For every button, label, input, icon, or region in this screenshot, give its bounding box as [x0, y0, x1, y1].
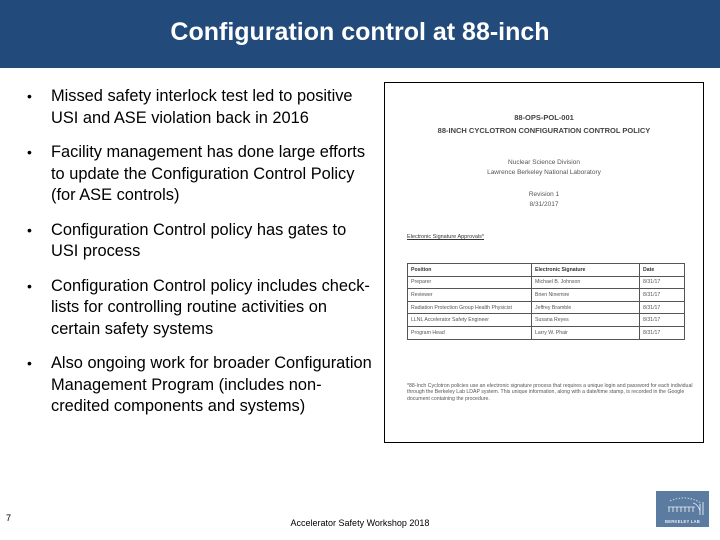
bullet-icon: • — [27, 355, 32, 371]
footnote-mark: * — [481, 234, 485, 240]
bullet-icon: • — [27, 144, 32, 160]
berkeley-lab-logo — [656, 491, 709, 527]
table-cell: Program Head — [408, 326, 532, 339]
table-header-row — [408, 264, 685, 277]
bullet-icon: • — [27, 277, 32, 294]
signature-heading — [407, 234, 484, 240]
bullet-text: Missed safety interlock test led to positive USI and ASE violation back in 2016 — [51, 87, 353, 127]
table-cell: 8/31/17 — [640, 301, 685, 314]
signature-footnote: *88-Inch Cyclotron policies use an electronic signature process that requires a unique login and password for each individual through the Berkeley Lab LDAP system. This unique information, along with a date/time stamp, is recorded in the Google document containing the procedure. — [407, 383, 693, 402]
logo-label: BERKELEY LAB — [665, 519, 700, 524]
signature-heading-text: Electronic Signature Approvals — [407, 234, 482, 240]
document-division: Nuclear Science Division — [508, 159, 580, 166]
column-header: Electronic Signature — [532, 264, 640, 277]
table-cell: Radiation Protection Group Health Physicist — [408, 301, 532, 314]
table-row — [408, 314, 685, 327]
table-row — [408, 289, 685, 302]
bullet-icon: • — [27, 88, 32, 104]
bullet-text: Facility management has done large efforts to update the Configuration Control Policy (for ASE controls) — [51, 143, 366, 204]
document-revision: Revision 1 — [528, 191, 560, 198]
table-cell: 8/31/17 — [640, 276, 685, 289]
bullet-text: Configuration Control policy includes check-lists for controlling routine activities on certain safety systems — [51, 276, 370, 338]
table-cell: LLNL Accelerator Safety Engineer — [408, 314, 532, 327]
bullet-text: Configuration Control policy has gates to USI process — [51, 220, 347, 260]
table-cell: Reviewer — [408, 289, 532, 302]
table-row — [408, 301, 685, 314]
slide-title: Configuration control at 88-inch — [170, 18, 550, 46]
bullet-item — [27, 353, 377, 418]
page-number: 7 — [6, 513, 12, 523]
policy-document-image — [384, 82, 704, 443]
bullet-item — [27, 86, 377, 129]
bullet-text: Also ongoing work for broader Configuration Management Program (includes non-credited components and systems) — [51, 354, 372, 415]
document-date: 8/31/2017 — [529, 201, 559, 208]
table-cell: 8/31/17 — [640, 289, 685, 302]
table-row — [408, 326, 685, 339]
table-cell: Brien Ninemire — [532, 289, 640, 302]
signature-table — [407, 263, 685, 340]
bullet-list — [27, 86, 377, 431]
table-cell: Preparer — [408, 276, 532, 289]
column-header: Date — [640, 264, 685, 277]
table-cell: Michael B. Johnson — [532, 276, 640, 289]
table-cell: Jeffrey Bramble — [532, 301, 640, 314]
table-cell: Larry W. Phair — [532, 326, 640, 339]
table-cell: 8/31/17 — [640, 326, 685, 339]
footer-text: Accelerator Safety Workshop 2018 — [290, 518, 430, 528]
bullet-icon: • — [27, 221, 32, 238]
slide-header — [0, 0, 720, 68]
table-cell: Susana Reyes — [532, 314, 640, 327]
document-id: 88-OPS-POL-001 — [514, 113, 574, 122]
bullet-item — [27, 220, 377, 263]
table-cell: 8/31/17 — [640, 314, 685, 327]
bullet-item — [27, 276, 377, 341]
column-header: Position — [408, 264, 532, 277]
document-title: 88-INCH CYCLOTRON CONFIGURATION CONTROL POLICY — [437, 126, 651, 135]
bullet-item — [27, 142, 377, 207]
table-row — [408, 276, 685, 289]
document-laboratory: Lawrence Berkeley National Laboratory — [487, 169, 601, 176]
